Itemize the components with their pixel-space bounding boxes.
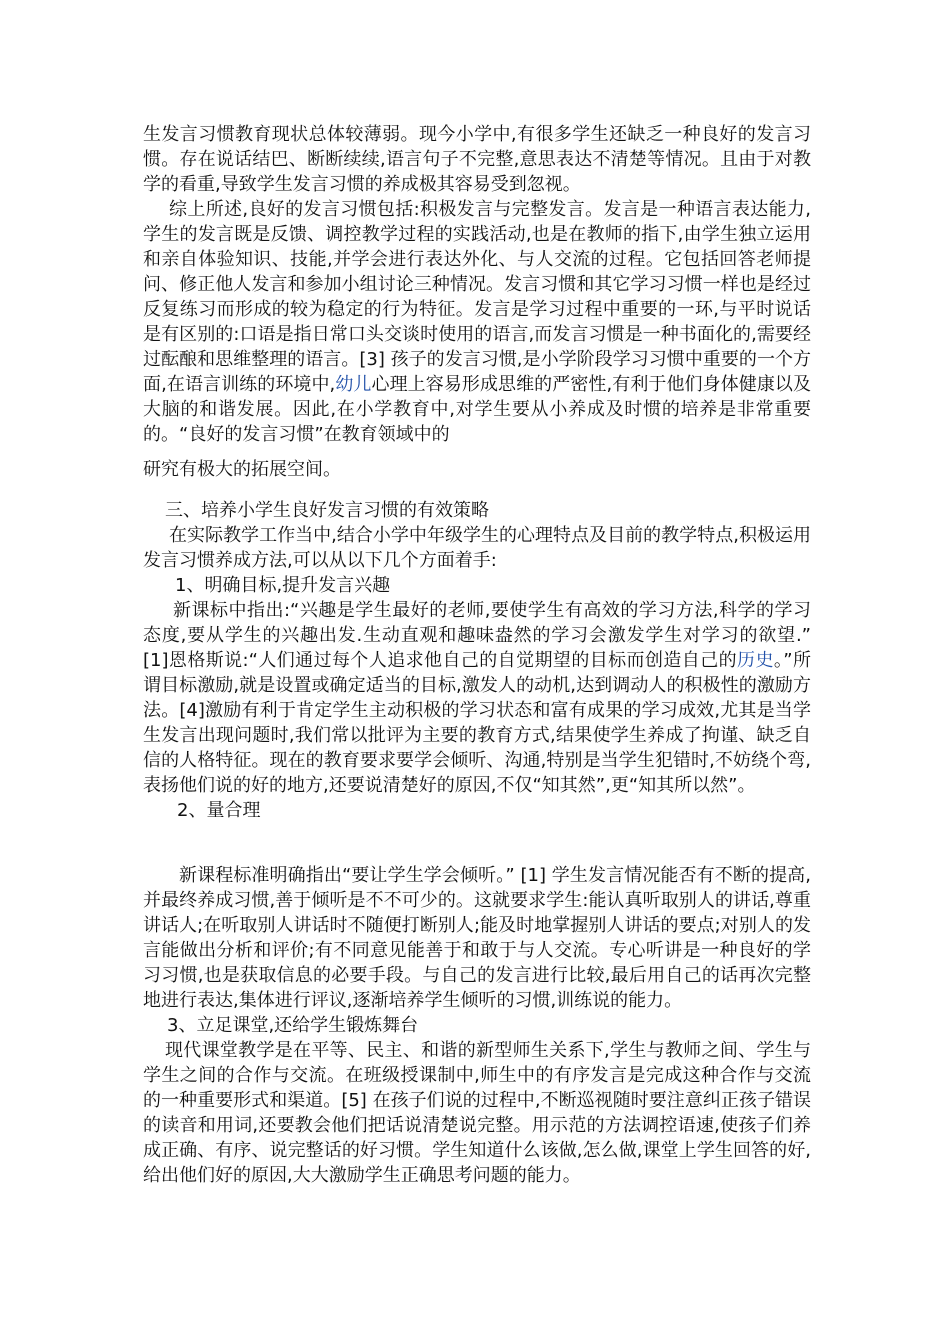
paragraph-summary-tail: 研究有极大的拓展空间。	[143, 459, 341, 480]
subsection-3-heading: 3、立足课堂,还给学生锻炼舞台	[167, 1015, 419, 1036]
subsection-1-part-b: 。”所谓目标激励,就是设置或确定适当的目标,激发人的动机,达到调动人的积极性的激励方法。[4]激励有利于肯定学生主动积极的学习状态和富有成果的学习成效,尤其是当学生发言出现问题时,我们常以批评为主要的教育方式,结果使学生养成了拘谨、缺乏自信的人格特征。现在的教育要求要学会倾听、沟通,特别是当学生犯错时,不妨绕个弯,表扬他们说的好的地方,还要说清楚好的原因,不仅“知其然”,更“知其所以然”。	[143, 650, 812, 796]
paragraph-intro-tail: 生发言习惯教育现状总体较薄弱。现今小学中,有很多学生还缺乏一种良好的发言习惯。存在说话结巴、断断续续,语言句子不完整,意思表达不清楚等情况。且由于对教学的看重,导致学生发言习惯的养成极其容易受到忽视。	[143, 124, 811, 195]
paragraph-summary-part-b: 心理上容易形成思维的严密性,有利于他们身体健康以及大脑的和谐发展。因此,在小学教育中,对学生要从小养成及时惯的培养是非常重要的。“良好的发言习惯”在教育领域中的	[143, 374, 811, 445]
subsection-1-paragraph	[143, 598, 811, 798]
subsection-2-heading: 2、量合理	[177, 800, 261, 821]
paragraph-summary-part-a: 综上所述,良好的发言习惯包括:积极发言与完整发言。发言是一种语言表达能力,学生的发言既是反馈、调控教学过程的实践活动,也是在教师的指下,由学生独立运用和亲自体验知识、技能,并学会进行表达外化、与人交流的过程。它包括回答老师提问、修正他人发言和参加小组讨论三种情况。发言习惯和其它学习习惯一样也是经过反复练习而形成的较为稳定的行为特征。发言是学习过程中重要的一环,与平时说话是有区别的:口语是指日常口头交谈时使用的语言,而发言习惯是一种书面化的,需要经过酝酿和思维整理的语言。[3] 孩子的发言习惯,是小学阶段学习习惯中重要的一个方面,在语言训练的环境中,	[143, 199, 811, 395]
link-lishi[interactable]: 历史	[737, 650, 774, 671]
subsection-2-paragraph: 新课程标准明确指出“要让学生学会倾听。” [1] 学生发言情况能否有不断的提高,并最终养成习惯,善于倾听是不不可少的。这就要求学生:能认真听取别人的讲话,尊重讲话人;在听取别人讲话时不随便打断别人;能及时地掌握别人讲话的要点;对别人的发言能做出分析和评价;有不同意见能善于和敢于与人交流。专心听讲是一种良好的学习习惯,也是获取信息的必要手段。与自己的发言进行比较,最后用自己的话再次完整地进行表达,集体进行评议,逐渐培养学生倾听的习惯,训练说的能力。	[143, 865, 811, 1011]
link-youer[interactable]: 幼儿	[335, 374, 372, 395]
subsection-3-paragraph: 现代课堂教学是在平等、民主、和谐的新型师生关系下,学生与教师之间、学生与学生之间的合作与交流。在班级授课制中,师生中的有序发言是完成这种合作与交流的一种重要形式和渠道。[5] 在孩子们说的过程中,不断巡视随时要注意纠正孩子错误的读音和用词,还要教会他们把话说清楚说完整。用示范的方法调控语速,使孩子们养成正确、有序、说完整话的好习惯。学生知道什么该做,怎么做,课堂上学生回答的好,给出他们好的原因,大大激励学生正确思考问题的能力。	[143, 1040, 811, 1186]
section-3-intro: 在实际教学工作当中,结合小学中年级学生的心理特点及目前的教学特点,积极运用发言习惯养成方法,可以从以下几个方面着手:	[143, 525, 811, 571]
subsection-1-part-a: 新课标中指出:“兴趣是学生最好的老师,要使学生有高效的学习方法,科学的学习态度,要从学生的兴趣出发.生动直观和趣味盎然的学习会激发学生对学习的欲望.” [1]恩格斯说:“人们通过每个人追求他自己的自觉期望的目标而创造自己的	[143, 600, 811, 671]
subsection-1-heading: 1、明确目标,提升发言兴趣	[175, 575, 391, 596]
document-body	[143, 122, 811, 1188]
paragraph-summary	[143, 197, 811, 447]
section-3-heading: 三、培养小学生良好发言习惯的有效策略	[165, 500, 489, 521]
